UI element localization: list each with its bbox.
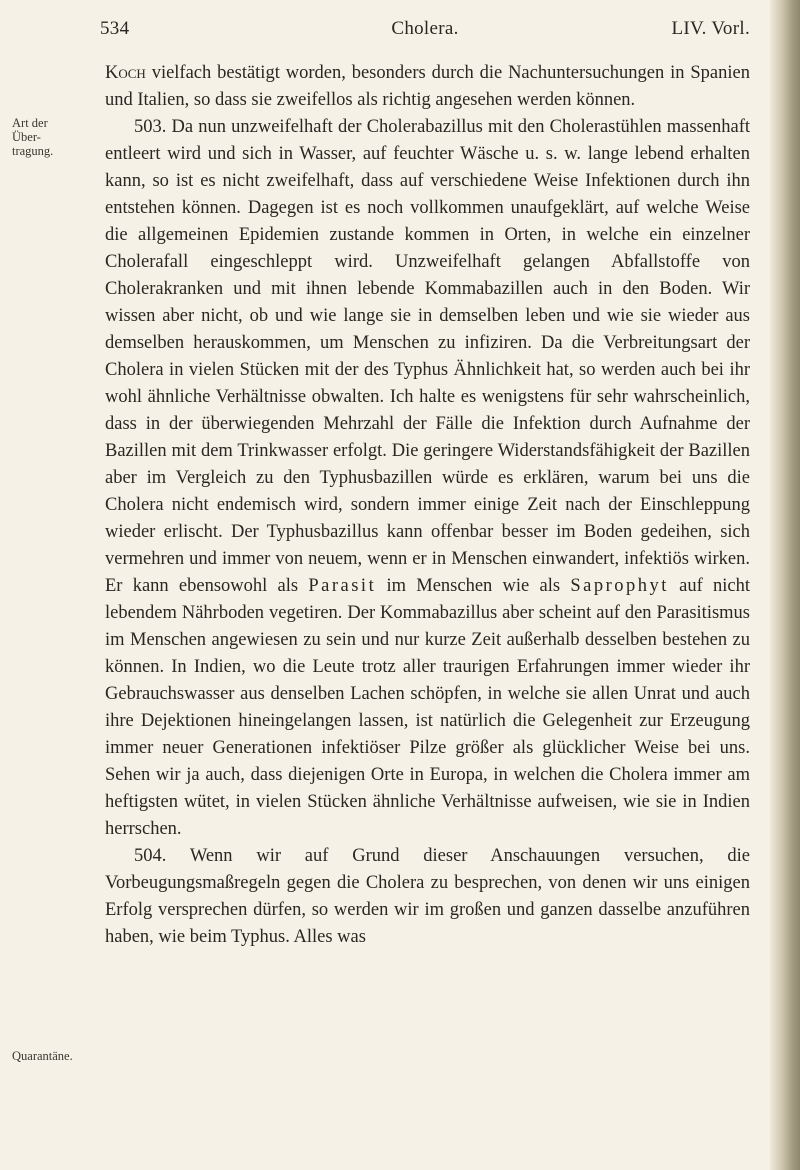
paragraph-503 bbox=[105, 114, 750, 843]
word-gelegenheit: Gelegenheit bbox=[542, 711, 633, 731]
margin-note-line: tragung. bbox=[12, 144, 54, 158]
paragraph-text: 503. Da nun unzweifelhaft der Cholerabazillus mit den Cholerastühlen massenhaft entleert wird und sich in Wasser, auf feuchter Wäsche u. s. w. lange lebend erhalten kann, so ist es nicht zweifelhaft, dass auf verschiedene Weise Infektionen durch ihn entstehen können. Dagegen ist es noch vollkommen unaufgeklärt, auf welche Weise die allgemeinen Epidemien zustande kommen in Orten, in welche ein einzelner Cholerafall eingeschleppt wird. Unzweifelhaft gelangen Abfallstoffe von Cholerakranken und mit ihnen lebende Kommabazillen auch in den Boden. Wir wissen aber nicht, ob und wie lange sie in demselben leben und wie sie wieder aus demselben herauskommen, um Menschen zu infiziren. Da die Verbreitungsart der Cholera in vielen Stücken mit der des Typhus Ähnlichkeit hat, so werden auch bei ihr wohl ähnliche Verhältnisse obwalten. Ich halte es wenigstens für sehr wahrscheinlich, dass in der überwiegenden Mehrzahl der Fälle die Infektion durch Aufnahme der Bazillen mit dem Trinkwasser erfolgt. Die geringere Widerstandsfähigkeit der Bazillen aber im Vergleich zu den Typhusbazillen würde es erklären, warum bei uns die Cholera nicht endemisch wird, sondern immer einige Zeit nach der Einschleppung wieder erlischt. Der Typhusbazillus kann offenbar besser im Boden gedeihen, sich vermehren und immer von neuem, wenn er in Menschen einwandert, infektiös wirken. Er kann ebensowohl als bbox=[105, 117, 750, 596]
paragraph-text: auf nicht lebendem Nährboden vegetiren. Der Kommabazillus aber scheint auf den Parasitismus im Menschen angewiesen zu sein und nur kurze Zeit außerhalb desselben bestehen zu können. In Indien, wo die Leute trotz aller traurigen Erfahrungen immer wieder ihr Gebrauchswasser aus denselben Lachen schöpfen, in welche sie allen Unrat und auch ihre Dejektionen hineingelangen lassen, ist natürlich die bbox=[105, 576, 750, 731]
author-name-koch: Koch bbox=[105, 63, 146, 83]
margin-note-quarantaene bbox=[12, 1049, 88, 1063]
paragraph-text: zur Erzeugung immer neuer bbox=[105, 711, 750, 758]
running-title: Cholera. bbox=[391, 18, 459, 39]
margin-note-line: Quarantäne. bbox=[12, 1049, 73, 1063]
chapter-reference: LIV. Vorl. bbox=[671, 18, 750, 39]
margin-note-line: Art der bbox=[12, 116, 48, 130]
margin-note-art-der-uebertragung bbox=[12, 116, 88, 158]
emphasis-saprophyt: Saprophyt bbox=[570, 576, 669, 596]
paragraph-504: 504. Wenn wir auf Grund dieser Anschauungen versuchen, die Vorbeugungsmaßregeln gegen die Cholera zu besprechen, von denen wir uns einigen Erfolg versprechen dürfen, so werden wir im großen und ganzen dasselbe anzuführen haben, wie beim Typhus. Alles was bbox=[105, 846, 750, 947]
paragraph-text: im Menschen wie als bbox=[376, 576, 571, 596]
running-header bbox=[100, 10, 750, 50]
emphasis-parasit: Parasit bbox=[308, 576, 377, 596]
body-text bbox=[105, 60, 750, 951]
page-edge-shadow bbox=[770, 0, 800, 1170]
page-number: 534 bbox=[100, 18, 130, 39]
paragraph-text: infektiöser Pilze größer als glücklicher Weise bei uns. Sehen wir ja auch, dass diejenigen Orte in Europa, in welchen die Cholera immer am heftigsten wütet, in vielen Stücken ähnliche Verhältnisse aufweisen, wie sie in Indien herrschen. bbox=[105, 738, 751, 839]
word-generationen: Generationen bbox=[212, 738, 313, 758]
paragraph-text: vielfach bestätigt worden, besonders durch die Nachuntersuchungen in Spanien und Italien, so dass sie zweifellos als richtig angesehen werden können. bbox=[105, 63, 750, 110]
margin-note-line: Über- bbox=[12, 130, 41, 144]
paragraph-continuation bbox=[105, 60, 750, 114]
